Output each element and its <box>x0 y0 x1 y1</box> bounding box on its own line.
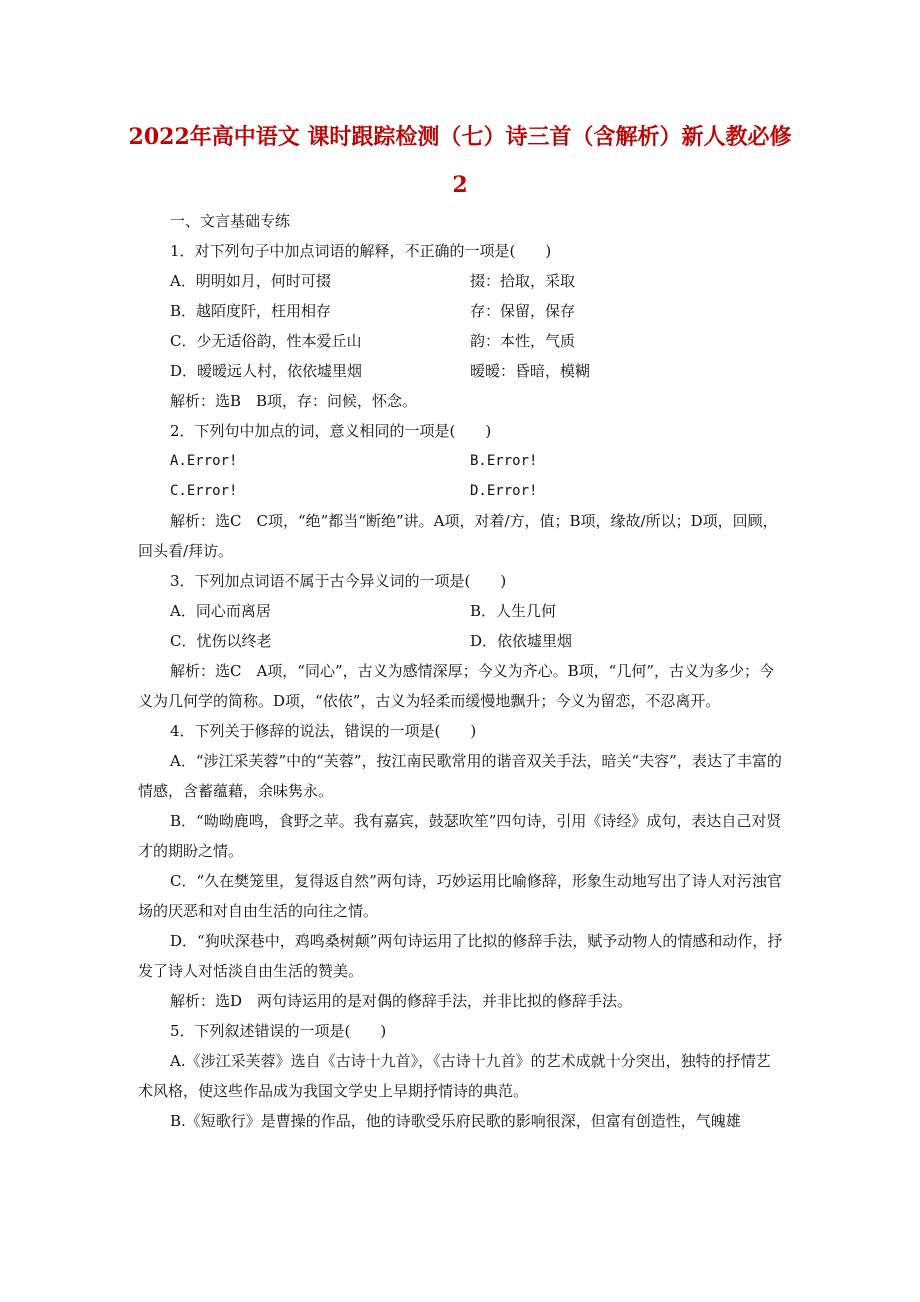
q5-option-a: A.《涉江采芙蓉》选自《古诗十九首》，《古诗十九首》的艺术成就十分突出，独特的抒情艺术风格，使这些作品成为我国文学史上早期抒情诗的典范。 <box>138 1052 771 1100</box>
question-3-stem: 3．下列加点词语不属于古今异义词的一项是( ) <box>170 572 507 590</box>
q1-option-c: C．少无适俗韵，性本爱丘山 韵：本性，气质 <box>170 332 576 350</box>
page-title-line2: 2 <box>452 172 468 198</box>
section-heading: 一、文言基础专练 <box>170 212 291 230</box>
document-body <box>138 206 784 1136</box>
question-1-stem: 1．对下列句子中加点词语的解释，不正确的一项是( ) <box>170 242 552 260</box>
question-4-answer: 解析：选D 两句诗运用的是对偶的修辞手法，并非比拟的修辞手法。 <box>170 992 633 1010</box>
question-1-answer: 解析：选B B项，存：问候，怀念。 <box>170 392 418 410</box>
q2-options-row2: C.Error! D.Error! <box>170 483 538 499</box>
question-5-stem: 5．下列叙述错误的一项是( ) <box>170 1022 387 1040</box>
q4-option-d: D．“狗吠深巷中，鸡鸣桑树颠”两句诗运用了比拟的修辞手法，赋予动物人的情感和动作，抒发了诗人对恬淡自由生活的赞美。 <box>138 932 783 980</box>
q3-options-row1: A．同心而离居 B．人生几何 <box>170 602 557 620</box>
q1-option-d: D．暧暧远人村，依依墟里烟 暧暧：昏暗，模糊 <box>170 362 591 380</box>
q3-options-row2: C．忧伤以终老 D．依依墟里烟 <box>170 632 573 650</box>
question-2-answer: 解析：选C C项，“绝”都当“断绝”讲。A项，对着/方，值；B项，缘故/所以；D项，回顾，回头看/拜访。 <box>138 512 778 560</box>
question-3-answer: 解析：选C A项，“同心”，古义为感情深厚；今义为齐心。B项，“几何”，古义为多少；今义为几何学的简称。D项，“依依”，古义为轻柔而缓慢地飘升；今义为留恋，不忍离开。 <box>138 662 775 710</box>
page-title: 2022年高中语文 课时跟踪检测（七）诗三首（含解析）新人教必修 <box>128 124 792 150</box>
q1-option-b: B．越陌度阡，枉用相存 存：保留，保存 <box>170 302 576 320</box>
q4-option-b: B．“呦呦鹿鸣，食野之苹。我有嘉宾，鼓瑟吹笙”四句诗，引用《诗经》成句，表达自己对贤才的期盼之情。 <box>138 812 782 860</box>
q4-option-c: C．“久在樊笼里，复得返自然”两句诗，巧妙运用比喻修辞，形象生动地写出了诗人对污浊官场的厌恶和对自由生活的向往之情。 <box>138 872 782 920</box>
q4-option-a: A．“涉江采芙蓉”中的“芙蓉”，按江南民歌常用的谐音双关手法，暗关“夫容”，表达了丰富的情感，含蓄蕴藉，余味隽永。 <box>138 752 782 800</box>
q5-option-b: B.《短歌行》是曹操的作品，他的诗歌受乐府民歌的影响很深，但富有创造性，气魄雄 <box>170 1112 741 1130</box>
q2-options-row1: A.Error! B.Error! <box>170 453 538 469</box>
q1-option-a: A．明明如月，何时可掇 掇：拾取，采取 <box>170 272 576 290</box>
question-2-stem: 2．下列句中加点的词，意义相同的一项是( ) <box>170 422 492 440</box>
question-4-stem: 4．下列关于修辞的说法，错误的一项是( ) <box>170 722 477 740</box>
